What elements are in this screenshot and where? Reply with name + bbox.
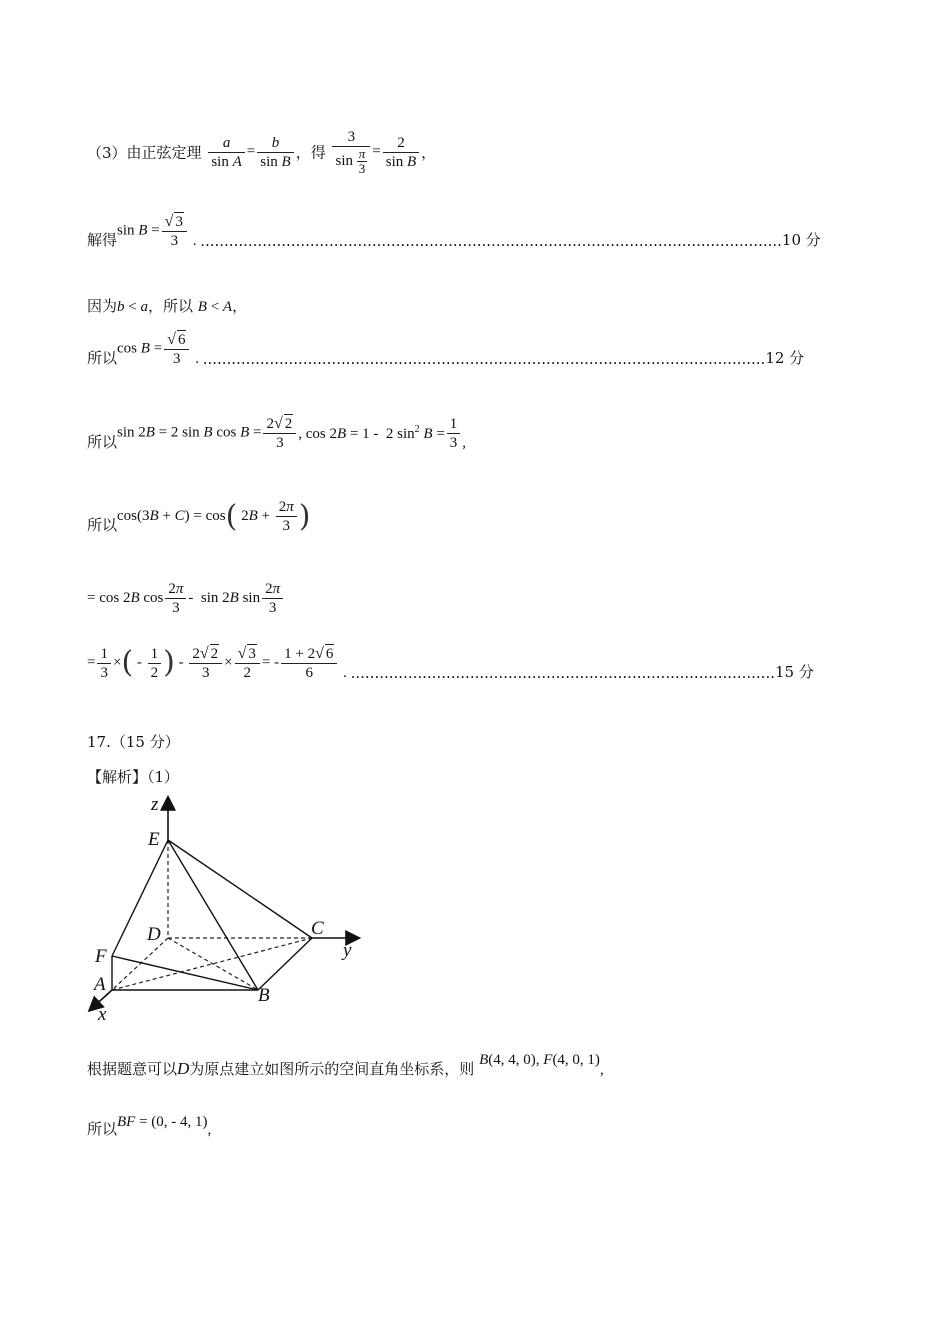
edge-EB — [168, 840, 258, 990]
label-C: C — [311, 918, 324, 939]
vector-BF-line: 所以BF = (0, - 4, 1), — [87, 1114, 212, 1138]
sinB-result-line: 解得sin B = $\frac{√ 3}{3}$ . ..........................................................................................................................10 分 — [87, 213, 821, 250]
frac-2pi-over-3-b: $\frac{2\pi}{3}$ — [165, 580, 186, 617]
analysis-heading: 【解析】（1） — [87, 768, 180, 786]
frac-b-over-sinB: $\frac{b}{\text{sin B}}$ — [257, 134, 293, 171]
pyramid-figure — [80, 792, 380, 1032]
label-B: B — [258, 985, 270, 1006]
label-D: D — [147, 924, 161, 945]
frac-2pi-over-3-c: $\frac{2\pi}{3}$ — [262, 580, 283, 617]
frac-2-over-sinB: $\frac{2}{\text{sin B}}$ — [383, 134, 419, 171]
frac-final: $\frac{1 + 2√ 6}{6}$ — [281, 644, 337, 682]
edge-BC — [258, 938, 312, 990]
frac-1-3: $\frac{1}{3}$ — [97, 645, 111, 682]
coordinates-line: 根据题意可以D为原点建立如图所示的空间直角坐标系，则 B(4, 4, 0), F(4, 0, 1), — [87, 1052, 604, 1078]
sine-rule-line: （3）由正弦定理 $\frac{a}{\text{sin A}}$ = $\frac{b}{\text{sin B}}$ ，得 3 sin $\frac{\pi}{3}$ = $\frac{2}{\text{sin B}}$ ， — [87, 129, 437, 176]
frac-sqrt3-2: $\frac{√ 3}{2}$ — [235, 644, 260, 682]
label-x: x — [98, 1004, 107, 1025]
frac-3-over-sin-pi3: 3 sin $\frac{\pi}{3}$ — [332, 128, 370, 176]
edge-DB — [168, 938, 258, 990]
frac-1-over-3: $\frac{1}{3}$ — [447, 415, 461, 452]
label-z: z — [151, 794, 159, 815]
sin2B-line: 所以sin 2B = 2 sin B cos B = $\frac{2√ 2}{3}$ , cos 2B = 1 - 2 $\sin^2 B$ = $\frac{1}{3}$ , — [87, 415, 467, 451]
edge-EC — [168, 840, 312, 938]
frac-a-over-sinA: $\frac{a}{\text{sin A}}$ — [208, 134, 244, 171]
frac-sqrt6-over-3: $\frac{√ 6}{3}$ — [164, 330, 189, 368]
because-line: 因为b < a，所以 B < A， — [87, 297, 248, 315]
frac-2sqrt2-over-3: $\frac{2√ 2}{3}$ — [263, 414, 296, 452]
frac-2pi-over-3: $\frac{2\pi}{3}$ — [276, 498, 297, 535]
cosB-result-line: 所以cos B = $\frac{√ 6}{3}$ . ......................................................................................................................12 分 — [87, 331, 805, 368]
label-y: y — [343, 940, 352, 961]
frac-1-2: $\frac{1}{2}$ — [148, 645, 162, 682]
expand-line: = cos 2B cos $\frac{2\pi}{3}$ - sin 2B sin $\frac{2\pi}{3}$ — [87, 580, 285, 617]
label-F: F — [95, 946, 107, 967]
frac-2sqrt2-3: $\frac{2√ 2}{3}$ — [189, 644, 222, 682]
label-A: A — [94, 974, 106, 995]
cos3BC-line: 所以cos(3B + C) = cos( 2B + $\frac{2\pi}{3}$ ) — [87, 498, 311, 534]
frac-sqrt3-over-3: $\frac{√ 3}{3}$ — [162, 212, 187, 250]
final-result-line: = $\frac{1}{3}$ ×( - $\frac{1}{2}$ ) - $\frac{2√ 2}{3}$ × $\frac{√ 3}{2}$ = - $\frac{1 + 2√ 6}{6}$ . .........................................................................................15 分 — [87, 645, 814, 682]
question-17-title: 17.（15 分） — [87, 733, 180, 751]
label-E: E — [148, 829, 160, 850]
